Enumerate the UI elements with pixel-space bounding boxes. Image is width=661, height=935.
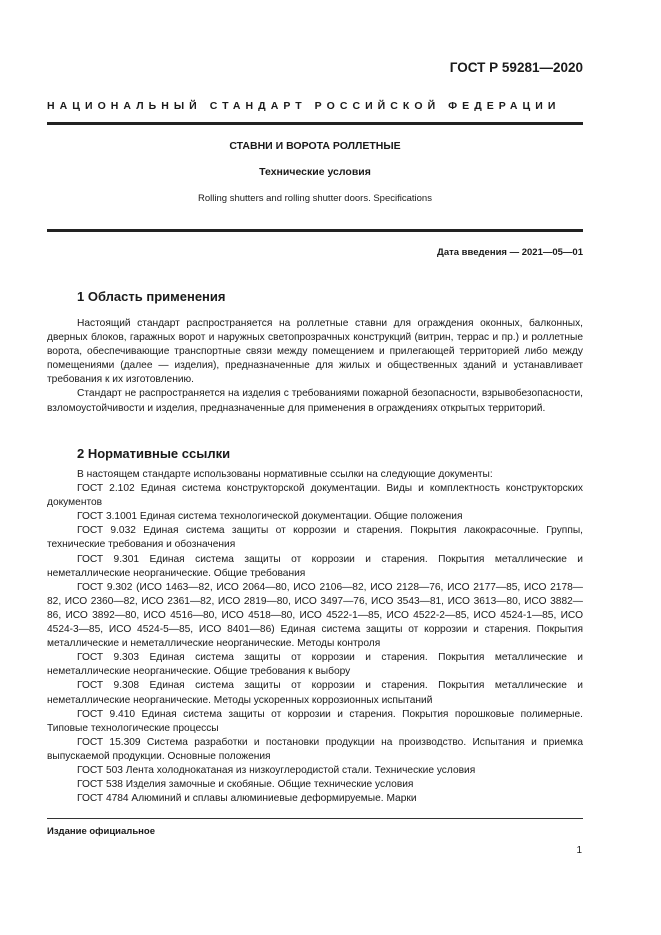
top-rule (47, 122, 583, 125)
section-2-body (47, 468, 583, 806)
reference-gost-538: ГОСТ 538 Изделия замочные и скобяные. Общие технические условия (77, 779, 414, 791)
english-title: Rolling shutters and rolling shutter doors. Specifications (198, 193, 432, 204)
document-title: СТАВНИ И ВОРОТА РОЛЛЕТНЫЕ (229, 140, 401, 152)
footer-rule (47, 818, 583, 819)
reference-gost-3-1001: ГОСТ 3.1001 Единая система технологической документации. Общие положения (77, 511, 463, 523)
section-1-body (47, 317, 583, 416)
reference-gost-9-303: ГОСТ 9.303 Единая система защиты от коррозии и старения. Покрытия металлические и неметаллические неорганические. Общие требования к выбору (47, 652, 583, 678)
reference-gost-4784: ГОСТ 4784 Алюминий и сплавы алюминиевые деформируемые. Марки (77, 793, 417, 805)
reference-gost-9-302: ГОСТ 9.302 (ИСО 1463—82, ИСО 2064—80, ИСО 2106—82, ИСО 2128—76, ИСО 2177—85, ИСО 2178—82, ИСО 2360—82, ИСО 2361—82, ИСО 2819—80, ИСО 3497—76, ИСО 3543—81, ИСО 3613—80, ИСО 3882—86, ИСО 3892—80, ИСО 4516—80, ИСО 4518—80, ИСО 4522-1—85, ИСО 4522-2—85, ИСО 4524-1—85, ИСО 4524-3—85, ИСО 4524-5—85, ИСО 8401—86) Единая система защиты от коррозии и старения. Покрытия металлические и неметаллические неорганические. Методы контроля (47, 581, 583, 650)
reference-gost-9-308: ГОСТ 9.308 Единая система защиты от коррозии и старения. Покрытия металлические и неметаллические неорганические. Методы ускоренных коррозионных испытаний (47, 680, 583, 706)
document-subtitle: Технические условия (259, 166, 371, 178)
section-2-heading: 2 Нормативные ссылки (77, 446, 231, 461)
official-edition-label: Издание официальное (47, 826, 155, 837)
reference-gost-9-032: ГОСТ 9.032 Единая система защиты от коррозии и старения. Покрытия лакокрасочные. Группы, технические требования и обозначения (47, 525, 583, 551)
section-1-paragraph-2: Стандарт не распространяется на изделия с требованиями пожарной безопасности, взрывобезопасности, взломоустойчивости и изделия, предназначенные для применения в ограждениях открытых территорий. (47, 388, 583, 414)
introduction-date: Дата введения — 2021—05—01 (437, 247, 583, 258)
section-1-paragraph-1: Настоящий стандарт распространяется на роллетные ставни для ограждения оконных, балконных, дверных блоков, гаражных ворот и наружных светопрозрачных конструкций (витрин, террас и пр.) и роллетные ворота, обеспечивающие транспортные связи между помещением и прилегающей территорией либо между помещениями (далее — изделия), предназначенные для жилых и общественных зданий и устанавливает требования к их изготовлению. (47, 318, 583, 386)
reference-gost-9-301: ГОСТ 9.301 Единая система защиты от коррозии и старения. Покрытия металлические и неметаллические неорганические. Общие требования (47, 553, 583, 579)
reference-gost-9-410: ГОСТ 9.410 Единая система защиты от коррозии и старения. Покрытия порошковые полимерные. Типовые технологические процессы (47, 708, 583, 734)
section-1-heading: 1 Область применения (77, 289, 226, 304)
page-number: 1 (576, 845, 582, 856)
reference-gost-2-102: ГОСТ 2.102 Единая система конструкторской документации. Виды и комплектность конструкторских документов (47, 483, 583, 509)
reference-gost-15-309: ГОСТ 15.309 Система разработки и постановки продукции на производство. Испытания и приемка выпускаемой продукции. Основные положения (47, 736, 583, 762)
reference-gost-503: ГОСТ 503 Лента холоднокатаная из низкоуглеродистой стали. Технические условия (77, 764, 476, 776)
title-bottom-rule (47, 229, 583, 232)
national-standard-banner: НАЦИОНАЛЬНЫЙ СТАНДАРТ РОССИЙСКОЙ ФЕДЕРАЦИИ (47, 100, 561, 112)
standard-code: ГОСТ Р 59281—2020 (449, 60, 583, 75)
reference-intro: В настоящем стандарте использованы нормативные ссылки на следующие документы: (77, 469, 493, 480)
